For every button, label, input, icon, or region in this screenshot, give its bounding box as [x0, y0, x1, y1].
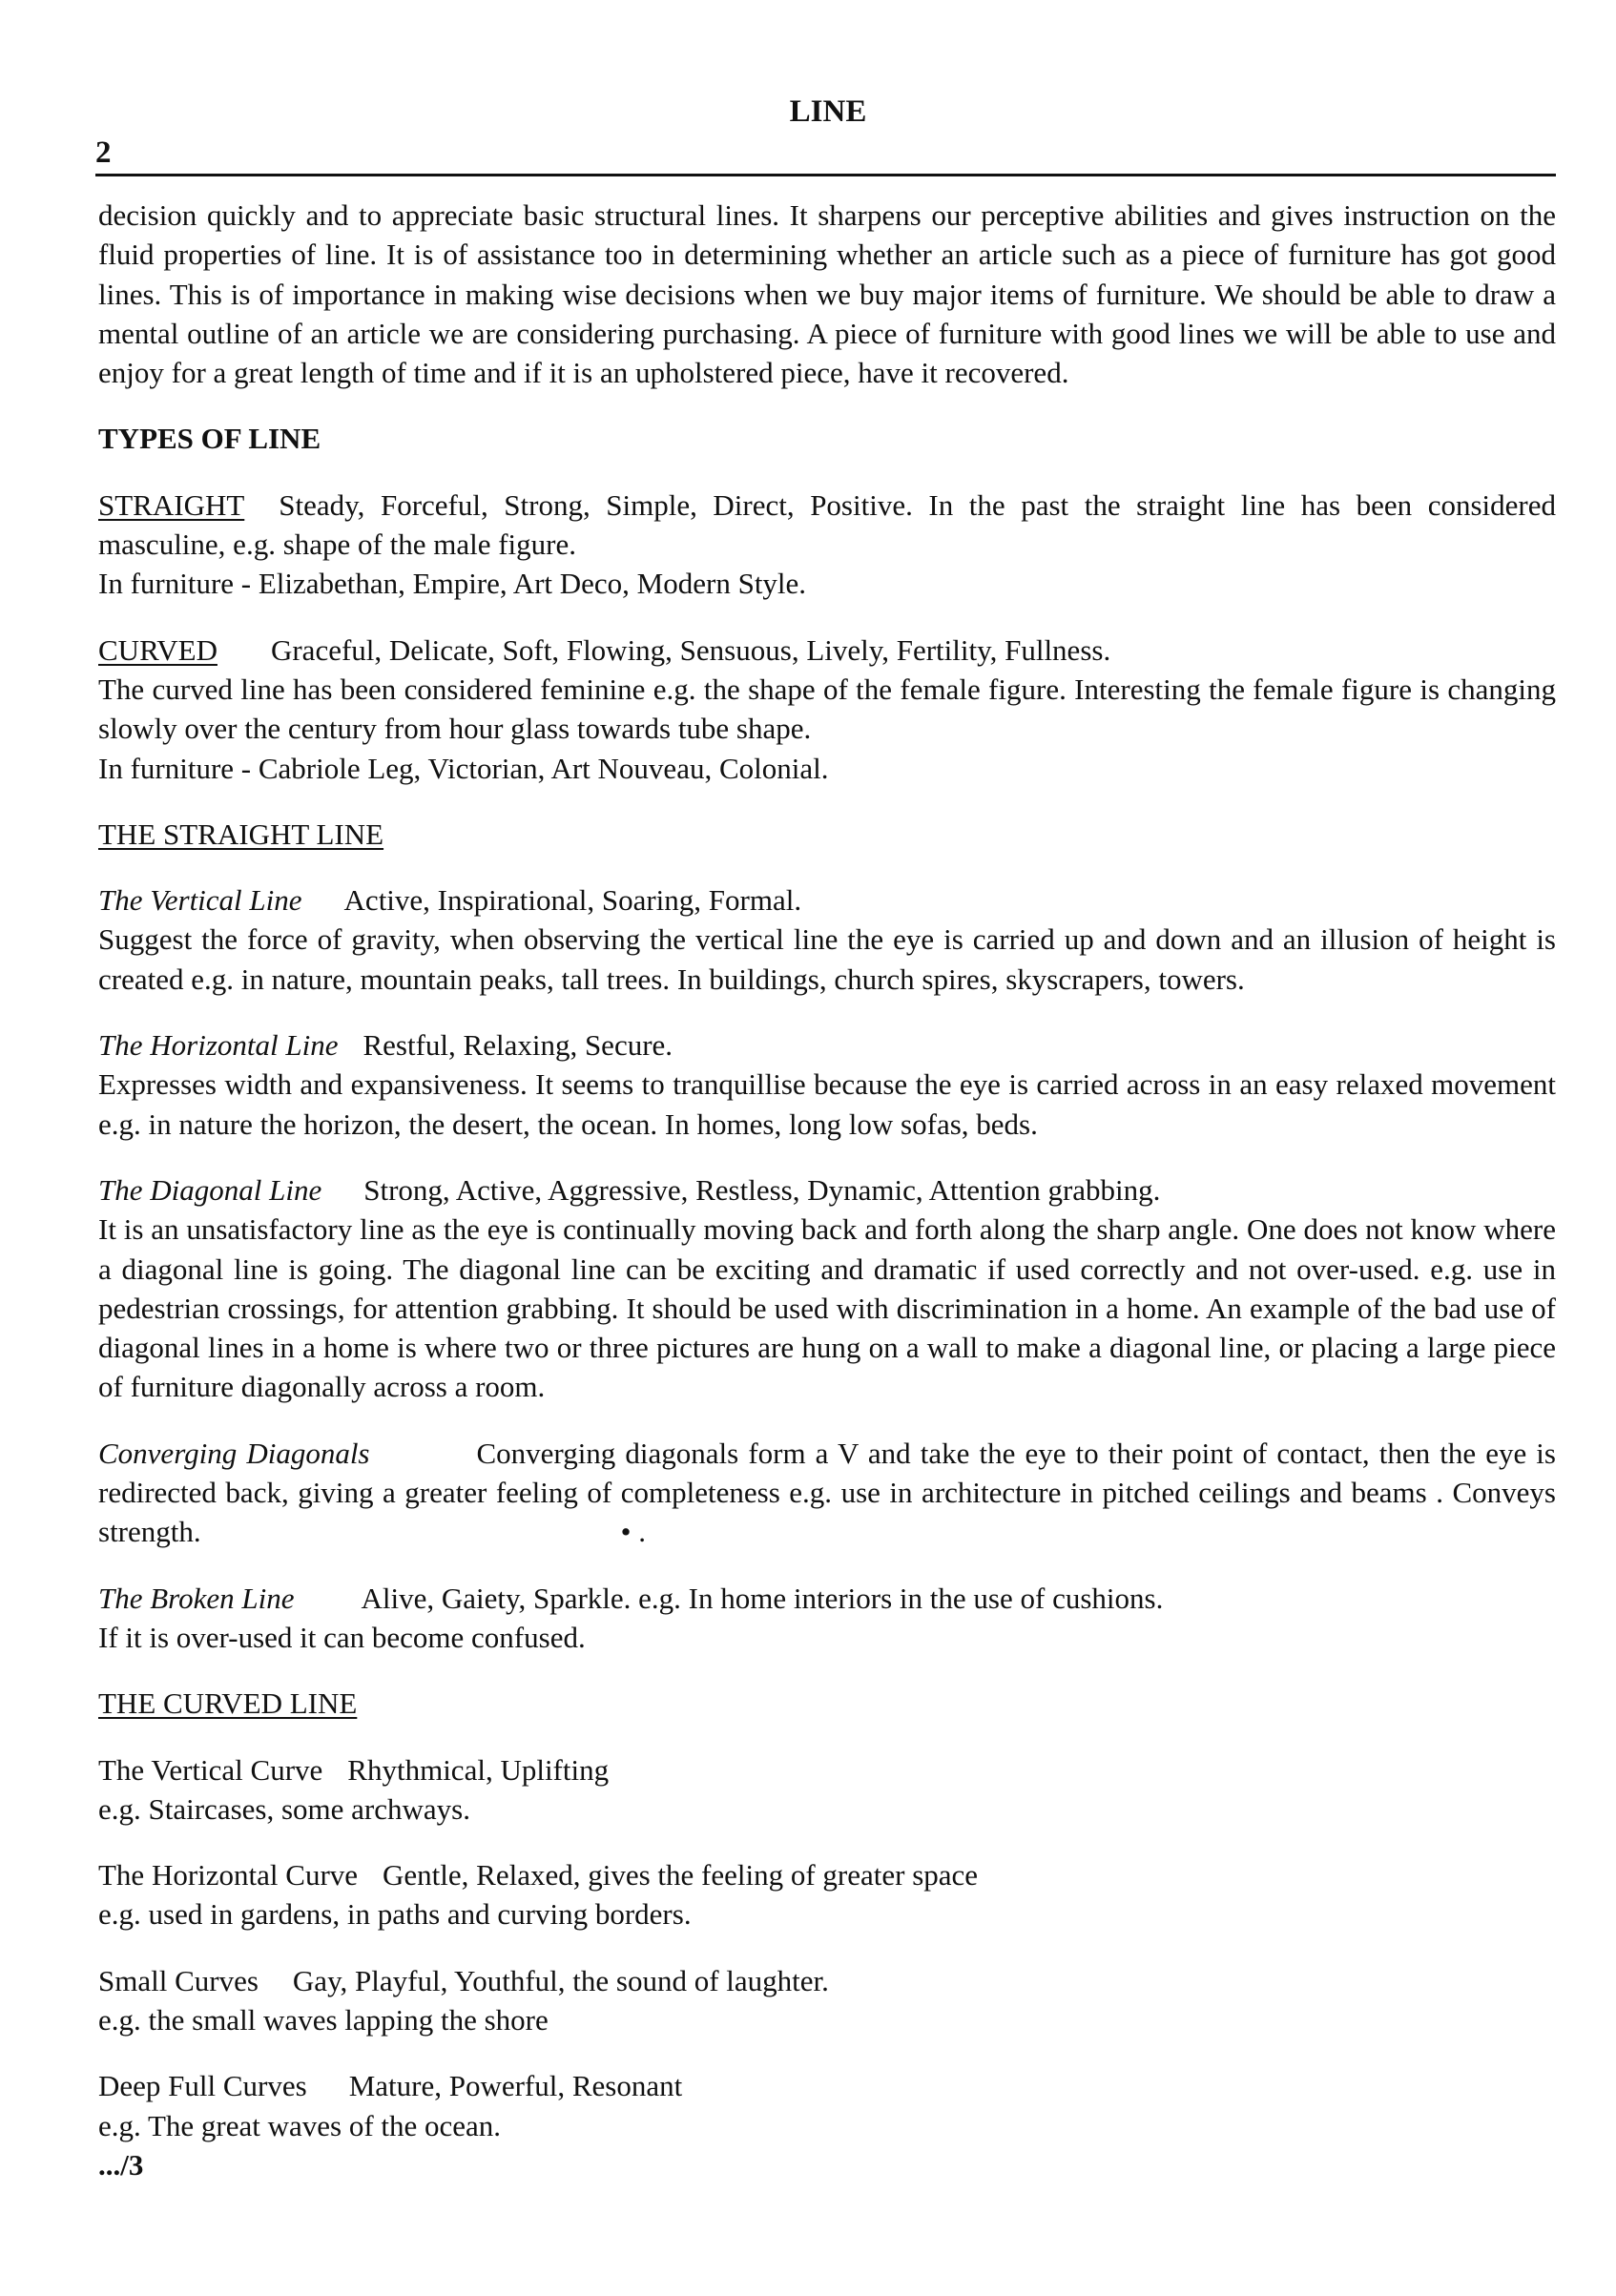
vertical-curve-title-line — [98, 1750, 1556, 1789]
vertical-curve-example: e.g. Staircases, some archways. — [98, 1791, 470, 1826]
intro-paragraph: decision quickly and to appreciate basic structural lines. It sharpens our perceptive abilities and gives instruction on the fluid properties of line. It is of assistance too in determining whether an article such as a piece of furniture has got good lines. This is of importance in making wise decisions when we buy major items of furniture. We should be able to draw a mental outline of an article we are considering purchasing. A piece of furniture with good lines we will be able to use and enjoy for a great length of time and if it is an upholstered piece, have it recovered. — [98, 198, 1556, 390]
broken-line-qualities: Alive, Gaiety, Sparkle. e.g. In home interiors in the use of cushions. — [361, 1581, 1164, 1615]
horizontal-curve-term: The Horizontal Curve — [98, 1858, 359, 1893]
vertical-line-block — [98, 880, 1556, 999]
horizontal-curve-example: e.g. used in gardens, in paths and curving borders. — [98, 1897, 692, 1932]
diagonal-line-block — [98, 1170, 1556, 1407]
vertical-curve-qualities: Rhythmical, Uplifting — [347, 1752, 610, 1787]
horizontal-line-text: Expresses width and expansiveness. It seems to tranquillise because the eye is carried across in an easy relaxed movement e.g. in nature the horizon, the desert, the ocean. In homes, long low sofas, beds. — [98, 1067, 1556, 1141]
horizontal-line-block — [98, 1025, 1556, 1144]
small-curves-qualities: Gay, Playful, Youthful, the sound of laughter. — [292, 1963, 829, 1997]
deep-curves-qualities: Mature, Powerful, Resonant — [348, 2069, 683, 2103]
straight-type-paragraph — [98, 486, 1556, 565]
straight-term: STRAIGHT — [98, 487, 245, 522]
curved-text: The curved line has been considered feminine e.g. the shape of the female figure. Interesting the female figure is changing slowly over the century from hour glass towards tube shape. — [98, 672, 1556, 746]
small-curves-title-line — [98, 1961, 1556, 2000]
diagonal-line-term: The Diagonal Line — [98, 1172, 322, 1207]
continued-marker: .../3 — [98, 2147, 144, 2182]
types-heading: TYPES OF LINE — [98, 422, 321, 456]
page-number: 2 — [95, 135, 112, 170]
deep-curves-example: e.g. The great waves of the ocean. — [98, 2108, 502, 2142]
horizontal-line-qualities: Restful, Relaxing, Secure. — [363, 1028, 673, 1063]
page-title: LINE — [789, 94, 867, 129]
straight-line-heading: THE STRAIGHT LINE — [98, 817, 384, 851]
diagonal-line-qualities: Strong, Active, Aggressive, Restless, Dynamic, Attention grabbing. — [363, 1172, 1161, 1207]
broken-line-term: The Broken Line — [98, 1581, 295, 1615]
converging-text: Converging diagonals form a V and take the eye to their point of contact, then the eye is redirected back, giving a greater feeling of completeness e.g. use in architecture in pitched ceilings and beams . Conveys strength. — [98, 1436, 1556, 1549]
deep-curves-term: Deep Full Curves — [98, 2069, 307, 2103]
horizontal-line-title-line — [98, 1025, 1556, 1065]
small-curves-example: e.g. the small waves lapping the shore — [98, 2002, 549, 2037]
converging-term: Converging Diagonals — [98, 1436, 370, 1470]
converging-paragraph — [98, 1434, 1556, 1552]
vertical-line-qualities: Active, Inspirational, Soaring, Formal. — [343, 883, 802, 918]
straight-furniture: In furniture - Elizabethan, Empire, Art Deco, Modern Style. — [98, 567, 807, 601]
header-rule — [95, 174, 1556, 176]
curved-furniture: In furniture - Cabriole Leg, Victorian, Art Nouveau, Colonial. — [98, 751, 829, 785]
deep-curves-block — [98, 2066, 1556, 2145]
vertical-line-term: The Vertical Line — [98, 883, 302, 918]
vertical-line-title-line — [98, 880, 1556, 920]
page-content — [98, 196, 1556, 2184]
curved-term: CURVED — [98, 632, 218, 667]
curved-qualities: Graceful, Delicate, Soft, Flowing, Sensuous, Lively, Fertility, Fullness. — [270, 632, 1111, 667]
vertical-curve-term: The Vertical Curve — [98, 1752, 323, 1787]
broken-line-text: If it is over-used it can become confused. — [98, 1620, 586, 1654]
diagonal-line-text: It is an unsatisfactory line as the eye is continually moving back and forth along the sharp angle. One does not know where a diagonal line is going. The diagonal line can be exciting and dramatic if used correctly and not over-used. e.g. use in pedestrian crossings, for attention grabbing. It should be used with discrimination in a home. An example of the bad use of diagonal lines in a home is where two or three pictures are hung on a wall to make a diagonal line, or placing a large piece of furniture diagonally across a room. — [98, 1212, 1556, 1404]
curved-type-block — [98, 631, 1556, 788]
vertical-line-text: Suggest the force of gravity, when observing the vertical line the eye is carried up and down and an illusion of height is created e.g. in nature, mountain peaks, tall trees. In buildings, church spires, skyscrapers, towers. — [98, 922, 1556, 996]
deep-curves-title-line — [98, 2066, 1556, 2105]
vertical-curve-block — [98, 1750, 1556, 1830]
small-curves-block — [98, 1961, 1556, 2040]
broken-line-block — [98, 1579, 1556, 1658]
small-curves-term: Small Curves — [98, 1963, 259, 1997]
curved-line-heading: THE CURVED LINE — [98, 1686, 358, 1721]
curved-type-qualities-line — [98, 631, 1556, 670]
diagonal-line-title-line — [98, 1170, 1556, 1210]
horizontal-line-term: The Horizontal Line — [98, 1028, 339, 1063]
straight-text: Steady, Forceful, Strong, Simple, Direct, Positive. In the past the straight line has been considered masculine, e.g. shape of the male figure. — [98, 487, 1556, 562]
horizontal-curve-title-line — [98, 1855, 1556, 1894]
horizontal-curve-qualities: Gentle, Relaxed, gives the feeling of greater space — [383, 1858, 979, 1893]
broken-line-title-line — [98, 1579, 1556, 1618]
straight-type-block — [98, 486, 1556, 604]
stray-mark: • . — [620, 1515, 646, 1549]
horizontal-curve-block — [98, 1855, 1556, 1934]
converging-block — [98, 1434, 1556, 1552]
